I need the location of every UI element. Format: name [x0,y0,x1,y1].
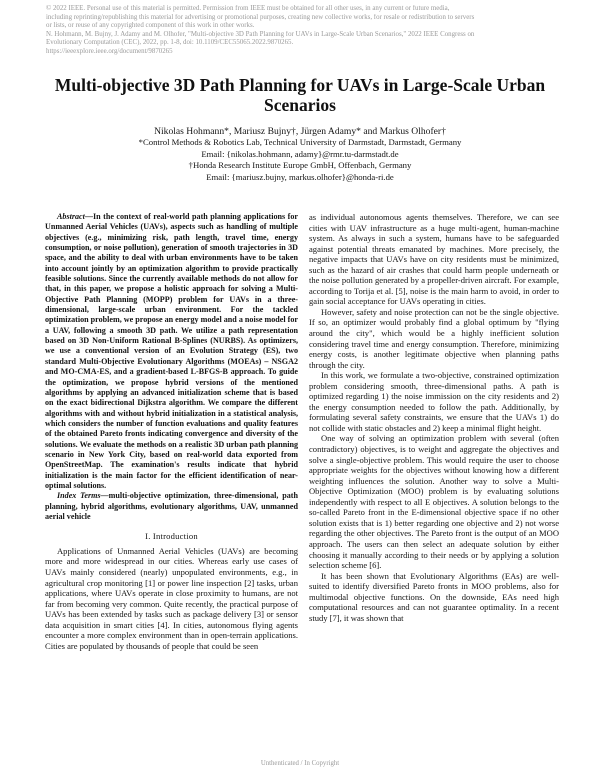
copyright-notice [46,5,556,57]
index-terms-text: —multi-objective optimization, three-dimensional, path planning, hybrid algorithms, evolutionary algorithms, UAV, unmanned aerial vehicle [45,491,298,521]
right-column [309,212,559,623]
abstract-label: Abstract [57,212,85,221]
page-footer: Unthenticated / In Copyright [260,760,340,767]
email-line: Email: {nikolas.hohmann, adamy}@rmr.tu-darmstadt.de [201,148,399,159]
affiliation-line: †Honda Research Institute Europe GmbH, Offenbach, Germany [188,160,412,171]
abstract [45,212,298,491]
index-terms-label: Index Terms [57,491,101,501]
body-paragraph: as individual autonomous agents themselves. Therefore, we can see cities with UAV infrastructure as a huge multi-agent, human-machine system. As always in such a system, humans have to be safeguarded against potential threats emanated by machines. More precisely, the negative impacts that UAVs have on city residents must be minimized, such as the hazard of air crashes that could harm people underneath or the noise pollution generated by a propeller-driven aircraft. For example, according to Torija et al. [5], noise is the main harm to avoid, in order to gain social acceptance for UAVs operating in cities. [309,212,559,307]
email-line: Email: {mariusz.bujny, markus.olhofer}@honda-ri.de [206,171,394,182]
paper-title: Multi-objective 3D Path Planning for UAVs in Large-Scale Urban Scenarios [54,75,546,115]
left-column [45,212,298,651]
index-terms [45,491,298,522]
abstract-text: —In the context of real-world path planning applications for Unmanned Aerial Vehicles (UAVs), aspects such as handling of multiple objectives (e.g., minimizing risk, path length, travel time, energy consumption, or noise pollution), generation of smooth trajectories in 3D space, and the ability to deal with urban environments have to be taken into account jointly by an optimization algorithm to provide practically feasible solutions. Since the currently available methods do not allow for that, in this paper, we propose a holistic approach for solving a Multi-Objective Path Planning (MOPP) problem for UAVs in a three-dimensional, large-scale urban environment. For the tackled optimization problem, we propose an energy model and a noise model for a UAV, following a smooth 3D path. We utilize a path representation based on 3D Non-Uniform Rational B-Splines (NURBS). As optimizers, we use a conventional version of an Evolution Strategy (ES), two standard Multi-Objective Evolutionary Algorithms (MOEAs) – NSGA2 and MO-CMA-ES, and a gradient-based L-BFGS-B approach. To guide the optimization, we propose hybrid versions of the mentioned algorithms by applying an advanced initialization scheme that is based on the exact bidirectional Dijkstra algorithm. We compare the different algorithms with and without hybrid initialization in a statistical analysis, which considers the number of function evaluations and quality features of the obtained Pareto fronts indicating convergence and diversity of the solutions. We evaluate the methods on a realistic 3D urban path planning scenario in New York City, based on real-world data exported from OpenStreetMap. The examination's results indicate that hybrid initialization is the main factor for the efficient identification of near-optimal solutions. [45,212,298,490]
notice-line: N. Hohmann, M. Bujny, J. Adamy and M. Olhofer, "Multi-objective 3D Path Planning for UAVs in Large-Scale Urban Scenarios," 2022 IEEE Congress on [46,30,475,38]
notice-line: Evolutionary Computation (CEC), 2022, pp. 1-8, doi: 10.1109/CEC55065.2022.9870265. [46,39,294,47]
body-paragraph: It has been shown that Evolutionary Algorithms (EAs) are well-suited to identify diversified Pareto fronts in MOO problems, also for multimodal objective functions. On the downside, EAs need high computational resources and can not guarantee optimality. In a recent study [7], it was shown that [309,570,559,623]
body-paragraph: One way of solving an optimization problem with several (often contradictory) objectives, is to weight and aggregate the objectives and solve a single-objective problem. This would require the user to choose appropriate weights for the objectives without knowing how a different weighting influences the solution. Another way to solve a Multi-Objective Optimization (MOO) problem is by evaluating solutions independently with respect to all E objectives. A solution belongs to the so-called Pareto front in the E-dimensional objective space if no other solution exists that is 1) better regarding one objective and 2) not worse regarding the other objectives. The Pareto front is the output of an MOO approach. The users can then select an adequate solution by either choosing it manually according to their needs or by applying a solution selection scheme [6]. [309,433,559,571]
notice-line: or lists, or reuse of any copyrighted component of this work in other works. [46,22,255,30]
notice-line: © 2022 IEEE. Personal use of this material is permitted. Permission from IEEE must be obtained for all other uses, in any current or future media, [46,5,450,12]
body-paragraph: However, safety and noise protection can not be the single objective. If so, an optimizer would probably find a global optimum by "flying around the city", which would be a highly inefficient solution considering travel time and energy consumption. Therefore, minimizing energy costs, is another legitimate objective when planning paths through the city. [309,306,559,370]
author-list: Nikolas Hohmann*, Mariusz Bujny†, Jürgen Adamy* and Markus Olhofer† [154,126,446,137]
intro-paragraph: Applications of Unmanned Aerial Vehicles (UAVs) are becoming more and more widespread in our cities. Whereas early use cases of UAVs mainly considered (nearly) unpopulated environments, e.g., in agricultural crop monitoring [1] or power line inspection [2] tasks, urban applications, where UAVs operate in close proximity to humans, are not far from becoming very common. Quite recently, the practical purpose of UAVs has been extended by tasks such as package delivery [3] or sensor data acquisition in smart cities [4]. In cities, autonomous flying agents encounter a more complex environment than in open-terrain applications. Cities are populated by thousands of people that could be seen [45,545,298,651]
notice-link[interactable]: https://ieeexplore.ieee.org/document/9870265 [46,47,173,55]
section-heading-introduction: I. Introduction [145,531,198,542]
notice-line: including reprinting/republishing this material for advertising or promotional purposes, creating new collective works, for resale or redistribution to servers [46,13,475,21]
affiliation-line: *Control Methods & Robotics Lab, Technical University of Darmstadt, Darmstadt, Germany [138,137,462,147]
body-paragraph: In this work, we formulate a two-objective, constrained optimization problem considering smooth, three-dimensional paths. A path is optimized regarding 1) the noise immission on the city residents and 2) the energy consumption needed to follow the path. Additionally, by formulating several safety constraints, we ensure that the UAVs 1) do not collide with static obstacles and 2) keep a minimal flight height. [309,370,559,433]
affiliations [40,137,560,183]
